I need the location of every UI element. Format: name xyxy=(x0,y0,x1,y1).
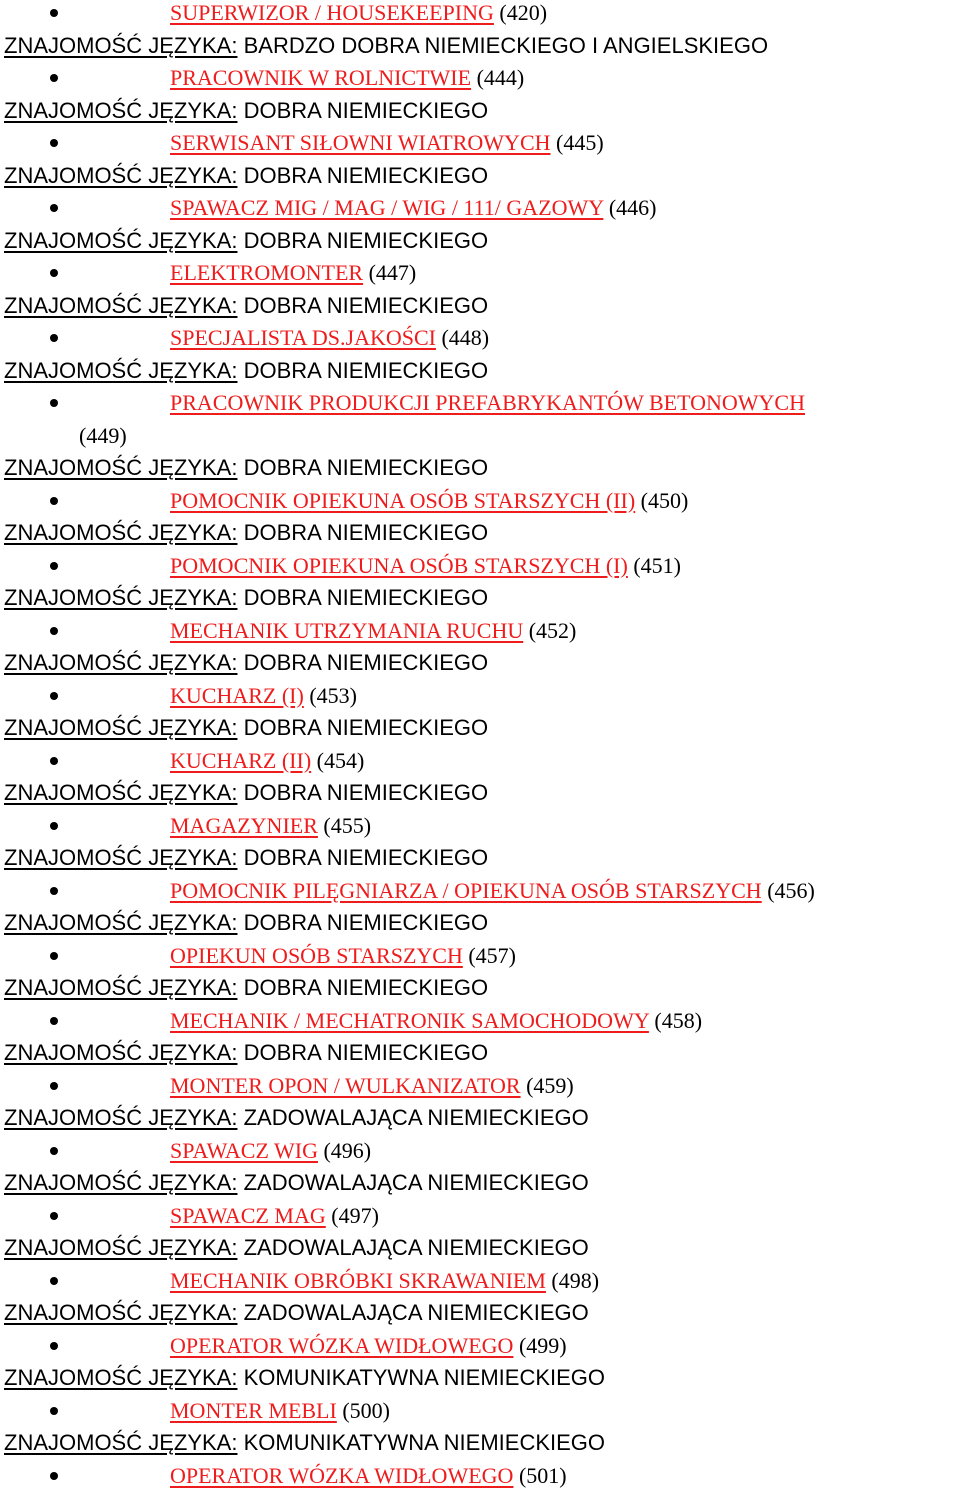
language-level: KOMUNIKATYWNA NIEMIECKIEGO xyxy=(243,1365,606,1390)
language-level: KOMUNIKATYWNA NIEMIECKIEGO xyxy=(243,1430,606,1455)
bullet-icon xyxy=(50,1407,58,1415)
language-level: DOBRA NIEMIECKIEGO xyxy=(243,585,489,610)
job-code: (449) xyxy=(79,422,127,448)
job-code: (458) xyxy=(654,1007,703,1033)
language-level: DOBRA NIEMIECKIEGO xyxy=(243,97,489,123)
bullet-icon xyxy=(50,1342,58,1350)
job-code: (456) xyxy=(767,877,815,903)
language-level: ZADOWALAJĄCA NIEMIECKIEGO xyxy=(243,1170,589,1195)
job-code: (420) xyxy=(499,0,548,25)
language-requirement xyxy=(4,842,488,874)
job-title-link[interactable]: MECHANIK / MECHATRONIK SAMOCHODOWY xyxy=(170,1007,649,1033)
language-requirement xyxy=(4,225,488,257)
language-label: ZNAJOMOŚĆ JĘZYKA: xyxy=(4,97,238,123)
language-label: ZNAJOMOŚĆ JĘZYKA: xyxy=(4,32,238,58)
job-code: (447) xyxy=(368,260,417,285)
bullet-icon xyxy=(50,757,58,765)
language-requirement xyxy=(4,355,488,387)
job-title-link[interactable]: MECHANIK UTRZYMANIA RUCHU xyxy=(170,617,524,643)
language-level: DOBRA NIEMIECKIEGO xyxy=(243,292,489,318)
language-level: ZADOWALAJĄCA NIEMIECKIEGO xyxy=(243,1105,589,1130)
job-title-link[interactable]: OPIEKUN OSÓB STARSZYCH xyxy=(170,942,463,968)
bullet-icon xyxy=(50,627,58,635)
language-level: BARDZO DOBRA NIEMIECKIEGO I ANGIELSKIEGO xyxy=(243,32,769,58)
language-label: ZNAJOMOŚĆ JĘZYKA: xyxy=(4,975,238,1000)
language-requirement xyxy=(4,1037,488,1069)
job-title-link[interactable]: SUPERWIZOR / HOUSEKEEPING xyxy=(170,0,494,25)
bullet-icon xyxy=(50,692,58,700)
language-level: DOBRA NIEMIECKIEGO xyxy=(243,780,489,805)
job-title-link[interactable]: MECHANIK OBRÓBKI SKRAWANIEM xyxy=(170,1267,546,1293)
language-level: DOBRA NIEMIECKIEGO xyxy=(243,455,489,480)
bullet-icon xyxy=(50,562,58,570)
job-code: (453) xyxy=(309,682,357,708)
bullet-icon xyxy=(50,1147,58,1155)
bullet-icon xyxy=(50,334,58,342)
language-requirement xyxy=(4,712,488,744)
job-title-link[interactable]: SPAWACZ MIG / MAG / WIG / 111/ GAZOWY xyxy=(170,195,604,220)
language-requirement xyxy=(4,972,488,1004)
job-title-link[interactable]: MONTER MEBLI xyxy=(170,1397,337,1423)
language-label: ZNAJOMOŚĆ JĘZYKA: xyxy=(4,585,238,610)
language-label: ZNAJOMOŚĆ JĘZYKA: xyxy=(4,1235,238,1260)
language-level: ZADOWALAJĄCA NIEMIECKIEGO xyxy=(243,1235,589,1260)
job-title-link[interactable]: ELEKTROMONTER xyxy=(170,260,364,285)
job-code: (501) xyxy=(518,1462,567,1488)
job-title-link[interactable]: PRACOWNIK PRODUKCJI PREFABRYKANTÓW BETONOWYCH xyxy=(170,390,805,415)
language-label: ZNAJOMOŚĆ JĘZYKA: xyxy=(4,780,238,805)
job-code: (498) xyxy=(551,1267,600,1293)
language-level: DOBRA NIEMIECKIEGO xyxy=(243,227,489,253)
job-code: (459) xyxy=(526,1072,574,1098)
language-level: ZADOWALAJĄCA NIEMIECKIEGO xyxy=(243,1300,589,1325)
language-requirement xyxy=(4,647,488,679)
language-requirement xyxy=(4,1362,605,1394)
bullet-icon xyxy=(50,139,58,147)
bullet-icon xyxy=(50,1082,58,1090)
language-label: ZNAJOMOŚĆ JĘZYKA: xyxy=(4,910,238,935)
language-requirement xyxy=(4,1232,589,1264)
job-code: (451) xyxy=(633,552,681,578)
job-title-link[interactable]: POMOCNIK OPIEKUNA OSÓB STARSZYCH (I) xyxy=(170,552,628,578)
language-level: DOBRA NIEMIECKIEGO xyxy=(243,715,489,740)
bullet-icon xyxy=(50,204,58,212)
job-title-link[interactable]: SPECJALISTA DS.JAKOŚCI xyxy=(170,325,436,350)
job-title-link[interactable]: OPERATOR WÓZKA WIDŁOWEGO xyxy=(170,1332,514,1358)
bullet-icon xyxy=(50,1212,58,1220)
language-label: ZNAJOMOŚĆ JĘZYKA: xyxy=(4,292,238,318)
bullet-icon xyxy=(50,497,58,505)
bullet-icon xyxy=(50,1017,58,1025)
job-code: (444) xyxy=(476,65,525,90)
language-level: DOBRA NIEMIECKIEGO xyxy=(243,650,489,675)
language-label: ZNAJOMOŚĆ JĘZYKA: xyxy=(4,520,238,545)
language-requirement xyxy=(4,30,768,62)
language-label: ZNAJOMOŚĆ JĘZYKA: xyxy=(4,1300,238,1325)
job-code: (450) xyxy=(640,487,689,513)
language-level: DOBRA NIEMIECKIEGO xyxy=(243,1040,489,1065)
job-code: (448) xyxy=(441,325,490,350)
language-label: ZNAJOMOŚĆ JĘZYKA: xyxy=(4,1040,238,1065)
job-code: (445) xyxy=(556,130,604,155)
bullet-icon xyxy=(50,1277,58,1285)
job-title-link[interactable]: MONTER OPON / WULKANIZATOR xyxy=(170,1072,521,1098)
language-label: ZNAJOMOŚĆ JĘZYKA: xyxy=(4,1430,238,1455)
job-title-link[interactable]: KUCHARZ (II) xyxy=(170,747,312,773)
language-requirement xyxy=(4,517,488,549)
language-level: DOBRA NIEMIECKIEGO xyxy=(243,910,489,935)
bullet-icon xyxy=(50,74,58,82)
job-title-link[interactable]: PRACOWNIK W ROLNICTWIE xyxy=(170,65,472,90)
language-label: ZNAJOMOŚĆ JĘZYKA: xyxy=(4,357,238,383)
language-level: DOBRA NIEMIECKIEGO xyxy=(243,357,489,383)
language-requirement xyxy=(4,160,488,192)
job-code: (455) xyxy=(323,812,372,838)
language-label: ZNAJOMOŚĆ JĘZYKA: xyxy=(4,1105,238,1130)
job-code: (500) xyxy=(342,1397,390,1423)
language-level: DOBRA NIEMIECKIEGO xyxy=(243,520,489,545)
job-code: (496) xyxy=(323,1137,372,1163)
job-code: (497) xyxy=(331,1202,379,1228)
job-title-link[interactable]: POMOCNIK PILĘGNIARZA / OPIEKUNA OSÓB STARSZYCH xyxy=(170,877,762,903)
job-title-link[interactable]: SPAWACZ MAG xyxy=(170,1202,326,1228)
language-requirement xyxy=(4,290,488,322)
job-title-link[interactable]: SPAWACZ WIG xyxy=(170,1137,318,1163)
job-code: (457) xyxy=(468,942,516,968)
language-label: ZNAJOMOŚĆ JĘZYKA: xyxy=(4,227,238,253)
job-title-link[interactable]: OPERATOR WÓZKA WIDŁOWEGO xyxy=(170,1462,514,1488)
language-label: ZNAJOMOŚĆ JĘZYKA: xyxy=(4,1170,238,1195)
language-requirement xyxy=(4,452,488,484)
language-level: DOBRA NIEMIECKIEGO xyxy=(243,162,489,188)
language-requirement xyxy=(4,1297,589,1329)
bullet-icon xyxy=(50,9,58,17)
language-label: ZNAJOMOŚĆ JĘZYKA: xyxy=(4,1365,238,1390)
language-requirement xyxy=(4,1427,605,1459)
language-label: ZNAJOMOŚĆ JĘZYKA: xyxy=(4,650,238,675)
language-requirement xyxy=(4,1167,589,1199)
language-requirement xyxy=(4,582,488,614)
language-label: ZNAJOMOŚĆ JĘZYKA: xyxy=(4,845,238,870)
language-label: ZNAJOMOŚĆ JĘZYKA: xyxy=(4,455,238,480)
bullet-icon xyxy=(50,887,58,895)
bullet-icon xyxy=(50,399,58,407)
language-label: ZNAJOMOŚĆ JĘZYKA: xyxy=(4,715,238,740)
job-code: (499) xyxy=(518,1332,567,1358)
job-title-link[interactable]: POMOCNIK OPIEKUNA OSÓB STARSZYCH (II) xyxy=(170,487,636,513)
bullet-icon xyxy=(50,1472,58,1480)
job-code: (454) xyxy=(316,747,365,773)
job-title-link[interactable]: MAGAZYNIER xyxy=(170,812,318,838)
job-title-link[interactable]: SERWISANT SIŁOWNI WIATROWYCH xyxy=(170,130,551,155)
language-requirement xyxy=(4,1102,589,1134)
language-requirement xyxy=(4,95,488,127)
language-requirement xyxy=(4,777,488,809)
job-code: (452) xyxy=(528,617,577,643)
language-level: DOBRA NIEMIECKIEGO xyxy=(243,975,489,1000)
language-requirement xyxy=(4,907,488,939)
language-label: ZNAJOMOŚĆ JĘZYKA: xyxy=(4,162,238,188)
job-code: (446) xyxy=(608,195,657,220)
language-level: DOBRA NIEMIECKIEGO xyxy=(243,845,489,870)
bullet-icon xyxy=(50,269,58,277)
bullet-icon xyxy=(50,822,58,830)
job-title-link[interactable]: KUCHARZ (I) xyxy=(170,682,304,708)
bullet-icon xyxy=(50,952,58,960)
